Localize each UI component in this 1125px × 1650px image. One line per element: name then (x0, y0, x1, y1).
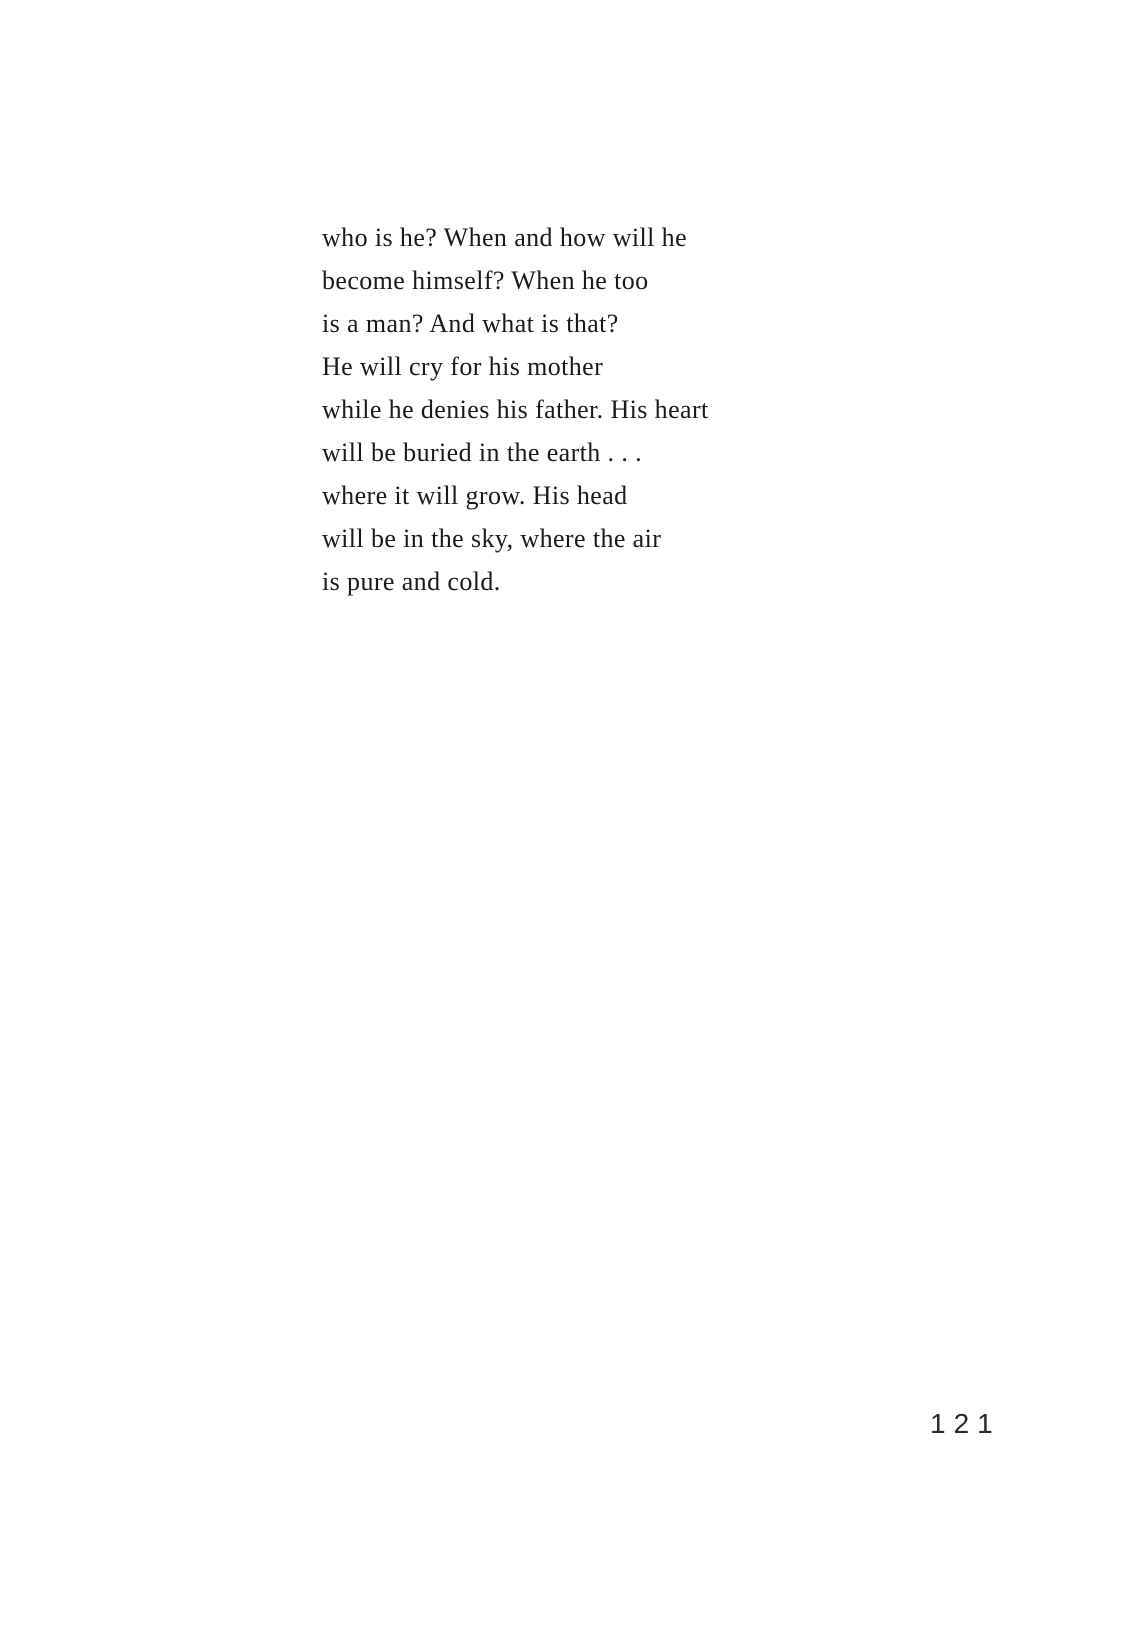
poem-text (322, 216, 802, 603)
poem-line: will be buried in the earth . . . (322, 438, 643, 467)
poem-line: who is he? When and how will he (322, 223, 688, 252)
poem-line: where it will grow. His head (322, 481, 628, 510)
poem-line: while he denies his father. His heart (322, 395, 709, 424)
poem-line: will be in the sky, where the air (322, 524, 662, 553)
poem-line: He will cry for his mother (322, 352, 604, 381)
poem-line: is pure and cold. (322, 567, 501, 596)
page-number: 121 (930, 1408, 1001, 1439)
poem-line: is a man? And what is that? (322, 309, 619, 338)
poem-line: become himself? When he too (322, 266, 649, 295)
